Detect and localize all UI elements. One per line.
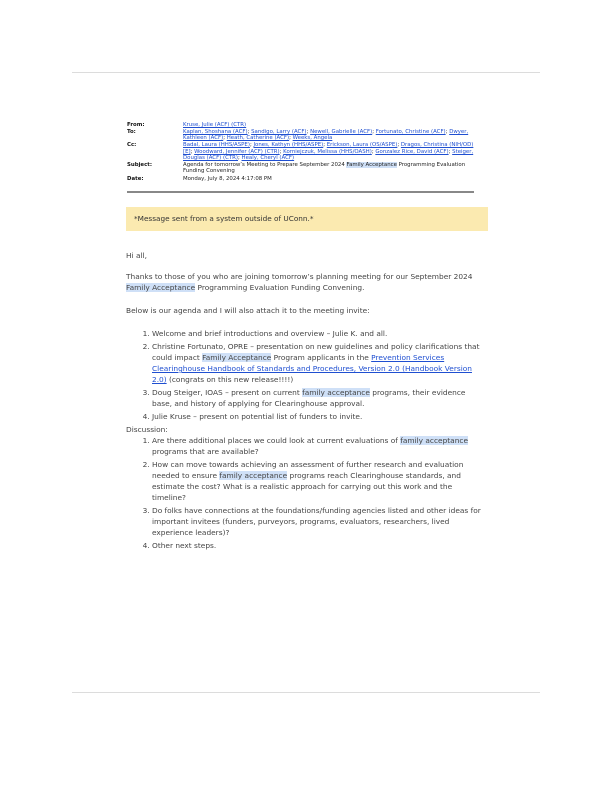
agenda-section [126,328,486,553]
recipient-link[interactable]: Sandigo, Larry (ACF) [251,129,307,136]
to-label: To: [127,129,136,136]
agenda-text: Christine Fortunato, OPRE – presentation on new guidelines and policy clarifications that could impact [152,342,480,362]
highlighted-term: Family Acceptance [126,283,196,292]
agenda-item [152,387,486,409]
cc-label: Cc: [127,142,137,149]
agenda-item: 4. Julie Kruse – present on potential list of funders to invite. [152,411,486,422]
recipient-link[interactable]: Newell, Gabrielle (ACF) [310,129,373,136]
discussion-label: Discussion: [126,425,168,434]
recipient-link[interactable]: Heath, Catherine (ACF) [226,135,290,142]
date-label: Date: [127,175,144,182]
highlighted-term: Family Acceptance [346,162,397,169]
subject-row [127,162,477,175]
from-row [127,122,477,128]
cc-recipients: Badal, Laura (HHS/ASPE); Jones, Kathyn (HHS/ASPE); Erickson, Laura (OS/ASPE); Dragos, Christina (NIH/OD) [E]; Woodward, Jennifer (ACF) (CTR); Korniejczuk, Melissa (HHS/OASH); Gonzalez Rice, David (ACF); Steiger, Douglas (ACF) (CTR); Healy, Cheryl (ACF) [183,142,474,162]
cc-recipient-link[interactable]: Korniejczuk, Melissa (HHS/OASH) [283,148,372,155]
date-row [127,176,477,182]
agenda-text: (congrats on this new release!!!!) [166,375,294,384]
page-top-rule [72,72,540,73]
header-divider [127,191,474,193]
cc-row [127,142,477,161]
agenda-item: 1. Welcome and brief introductions and overview – Julie K. and all. [152,328,486,339]
agenda-text: Program applicants in the [271,353,372,362]
email-header [127,122,477,183]
discussion-item: 4. Other next steps. [152,540,486,551]
subject-text [183,162,477,175]
discussion-text: programs reach Clearinghouse standards, and estimate the cost? What is a realistic approach for carrying out this work and the timeline? [152,471,461,502]
discussion-list [126,435,486,551]
agenda-list [126,328,486,422]
cc-recipient-link[interactable]: Steiger, Douglas (ACF) (CTR) [183,148,474,162]
agenda-intro: Below is our agenda and I will also attach it to the meeting invite: [126,306,370,315]
highlighted-term: family acceptance [219,471,288,480]
discussion-text: How can move towards achieving an assessment of further research and evaluation needed to ensure [152,460,464,480]
recipient-link[interactable]: Kaplan, Shoshana (ACF) [183,129,248,136]
subject-label: Subject: [127,162,153,169]
recipient-link[interactable]: Weeks, Angela [292,135,333,142]
intro-part: Programming Evaluation Funding Convening. [195,283,365,292]
cc-recipient-link[interactable]: Gonzalez Rice, David (ACF) [375,148,449,155]
cc-recipient-link[interactable]: Jones, Kathyn (HHS/ASPE) [253,142,324,149]
discussion-text: programs that are available? [152,447,259,456]
greeting: Hi all, [126,251,147,260]
cc-recipient-link[interactable]: Dragos, Christina (NIH/OD) [E] [183,142,474,155]
highlighted-term: Family Acceptance [202,353,272,362]
recipient-link[interactable]: Dwyer, Kathleen (ACF) [183,129,469,142]
to-recipients: Kaplan, Shoshana (ACF); Sandigo, Larry (ACF); Newell, Gabrielle (ACF); Fortunato, Christine (ACF); Dwyer, Kathleen (ACF); Heath, Catherine (ACF); Weeks, Angela [183,129,469,142]
agenda-text: programs, their evidence base, and history of applying for Clearinghouse approval. [152,388,466,408]
cc-recipient-link[interactable]: Healy, Cheryl (ACF) [241,155,295,162]
discussion-item [152,435,486,457]
cc-recipient-link[interactable]: Badal, Laura (HHS/ASPE) [183,142,250,149]
intro-paragraph [126,271,486,293]
subject-part: Programming Evaluation Funding Convening [183,162,466,175]
highlighted-term: family acceptance [302,388,370,397]
discussion-text: Are there additional places we could look at current evaluations of [152,436,401,445]
from-sender-link[interactable]: Kruse, Julie (ACF) (CTR) [183,122,247,128]
cc-recipient-link[interactable]: Woodward, Jennifer (ACF) (CTR) [194,148,280,155]
recipient-link[interactable]: Fortunato, Christine (ACF) [375,129,446,136]
subject-part: Agenda for tomorrow’s Meeting to Prepare September 2024 [183,162,347,169]
date-value: Monday, July 8, 2024 4:17:08 PM [183,175,272,182]
discussion-item: 3. Do folks have connections at the foundations/funding agencies listed and other ideas for important invitees (funders, purveyors, programs, evaluators, researchers, lived experience leaders)? [152,505,486,538]
agenda-item [152,341,486,385]
handbook-link[interactable]: Prevention Services Clearinghouse Handbook of Standards and Procedures, Version 2.0 (Handbook Version 2.0) [152,353,472,384]
from-label: From: [127,122,145,128]
page-bottom-rule [72,692,540,693]
discussion-item [152,459,486,503]
external-sender-banner: *Message sent from a system outside of UConn.* [126,207,488,231]
to-row [127,129,477,142]
cc-recipient-link[interactable]: Erickson, Laura (OS/ASPE) [326,142,398,149]
intro-part: Thanks to those of you who are joining tomorrow’s planning meeting for our September 2024 [126,272,473,281]
highlighted-term: family acceptance [400,436,469,445]
agenda-text: Doug Steiger, IOAS – present on current [152,388,303,397]
